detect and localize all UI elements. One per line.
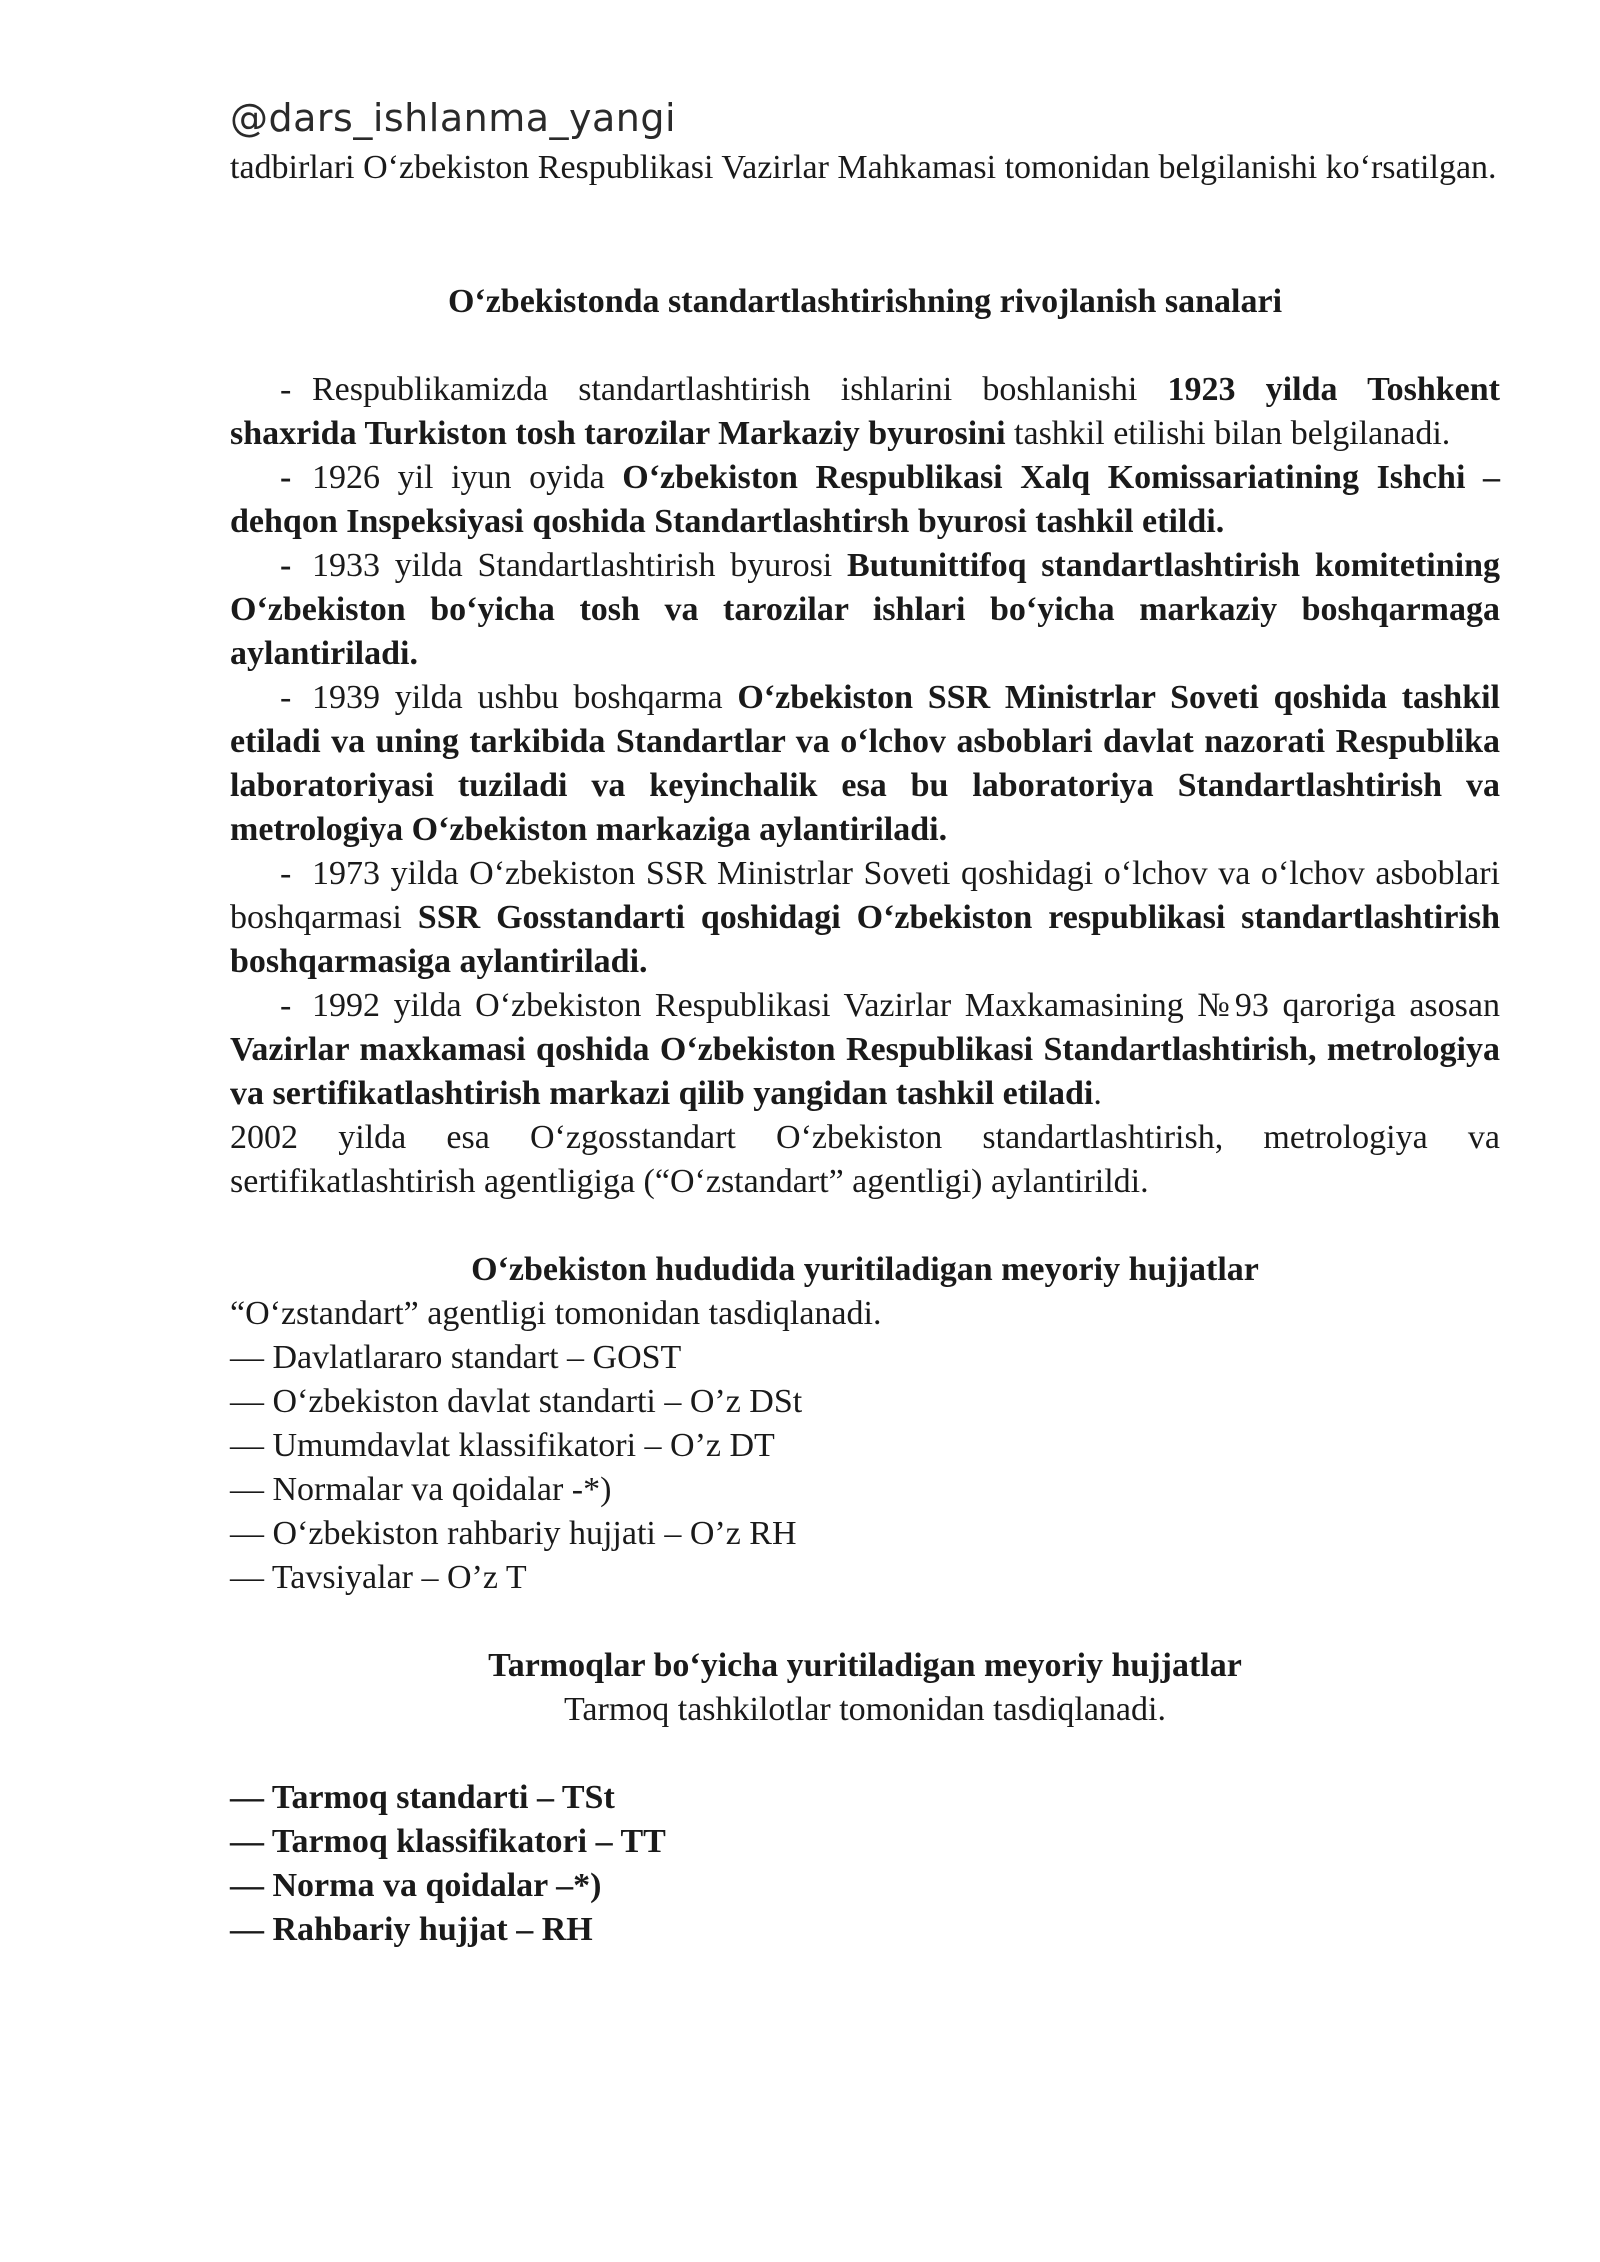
item-text: 1992 yilda O‘zbekiston Respublikasi Vazirlar Maxkamasining №93 qaroriga asosan bbox=[312, 987, 1500, 1024]
list-dash: - bbox=[280, 459, 292, 496]
branch-document-line: — Norma va qoidalar –*) bbox=[230, 1867, 602, 1904]
history-tail-paragraph: 2002 yilda esa O‘zgosstandart O‘zbekiston standartlashtirish, metrologiya va sertifikatlashtirish agentligiga (“O‘zstandart” agentligi) aylantirildi. bbox=[230, 1119, 1500, 1200]
history-item bbox=[230, 544, 1500, 676]
watermark-handle: @dars_ishlanma_yangi bbox=[230, 96, 677, 140]
history-item bbox=[230, 456, 1500, 544]
document-page bbox=[230, 96, 1500, 1952]
item-text: 1973 yilda O‘zbekiston SSR Ministrlar Soveti qoshidagi o‘lchov va o‘lchov asboblari boshqarmasi bbox=[230, 855, 1500, 936]
document-line: “O‘zstandart” agentligi tomonidan tasdiqlanadi. bbox=[230, 1295, 882, 1332]
item-bold-text: Butunittifoq standartlashtirish komitetining O‘zbekiston bo‘yicha tosh va tarozilar ishlari bo‘yicha markaziy boshqarmaga aylantiriladi. bbox=[230, 547, 1500, 672]
history-item bbox=[230, 676, 1500, 852]
section3-title: Tarmoqlar bo‘yicha yuritiladigan meyoriy hujjatlar bbox=[488, 1647, 1242, 1684]
item-bold-text: O‘zbekiston SSR Ministrlar Soveti qoshida tashkil etiladi va uning tarkibida Standartlar va o‘lchov asboblari davlat nazorati Respublika laboratoriyasi tuziladi va keyinchalik esa bu laboratoriya Standartlashtirish va metrologiya O‘zbekiston markaziga aylantiriladi. bbox=[230, 679, 1500, 848]
item-text: 1933 yilda Standartlashtirish byurosi bbox=[312, 547, 848, 584]
list-dash: - bbox=[280, 679, 292, 716]
document-line: — Umumdavlat klassifikatori – O’z DT bbox=[230, 1427, 775, 1464]
document-line: — O‘zbekiston rahbariy hujjati – O’z RH bbox=[230, 1515, 797, 1552]
item-bold-text: SSR Gosstandarti qoshidagi O‘zbekiston respublikasi standartlashtirish boshqarmasiga aylantiriladi. bbox=[230, 899, 1500, 980]
item-text-end: tashkil etilishi bilan belgilanadi. bbox=[1005, 415, 1451, 452]
list-dash: - bbox=[280, 855, 292, 892]
document-line: — Davlatlararo standart – GOST bbox=[230, 1339, 682, 1376]
section1-title: O‘zbekistonda standartlashtirishning rivojlanish sanalari bbox=[447, 283, 1283, 320]
document-line: — Tavsiyalar – O’z T bbox=[230, 1559, 527, 1596]
item-text: 1926 yil iyun oyida bbox=[312, 459, 623, 496]
item-text: 1939 yilda ushbu boshqarma bbox=[312, 679, 738, 716]
section2-title: O‘zbekiston hududida yuritiladigan meyoriy hujjatlar bbox=[471, 1251, 1259, 1288]
document-line: — O‘zbekiston davlat standarti – O’z DSt bbox=[230, 1383, 803, 1420]
branch-document-line: — Rahbariy hujjat – RH bbox=[230, 1911, 593, 1948]
history-item bbox=[230, 852, 1500, 984]
list-dash: - bbox=[280, 987, 292, 1024]
item-bold-text: O‘zbekiston Respublikasi Xalq Komissariatining Ishchi – dehqon Inspeksiyasi qoshida Standartlashtirsh byurosi tashkil etildi. bbox=[230, 459, 1500, 540]
national-documents-section bbox=[230, 1248, 1500, 1600]
section3-subtitle: Tarmoq tashkilotlar tomonidan tasdiqlanadi. bbox=[564, 1691, 1166, 1728]
item-text-end: . bbox=[1093, 1075, 1102, 1112]
item-text: Respublikamizda standartlashtirish ishlarini boshlanishi bbox=[312, 371, 1168, 408]
list-dash: - bbox=[280, 547, 292, 584]
history-item bbox=[230, 984, 1500, 1116]
document-line: — Normalar va qoidalar -*) bbox=[230, 1471, 612, 1508]
list-dash: - bbox=[280, 371, 292, 408]
history-item bbox=[230, 368, 1500, 456]
branch-documents-section bbox=[230, 1644, 1500, 1952]
branch-document-line: — Tarmoq standarti – TSt bbox=[230, 1779, 615, 1816]
intro-paragraph: tadbirlari O‘zbekiston Respublikasi Vazirlar Mahkamasi tomonidan belgilanishi ko‘rsatilgan. bbox=[230, 149, 1497, 186]
item-bold-text: Vazirlar maxkamasi qoshida O‘zbekiston Respublikasi Standartlashtirish, metrologiya va sertifikatlashtirish markazi qilib yangidan tashkil etiladi bbox=[230, 1031, 1500, 1112]
item-bold-text: 1923 yilda Toshkent shaxrida Turkiston tosh tarozilar Markaziy byurosini bbox=[230, 371, 1501, 452]
branch-document-line: — Tarmoq klassifikatori – TT bbox=[230, 1823, 666, 1860]
